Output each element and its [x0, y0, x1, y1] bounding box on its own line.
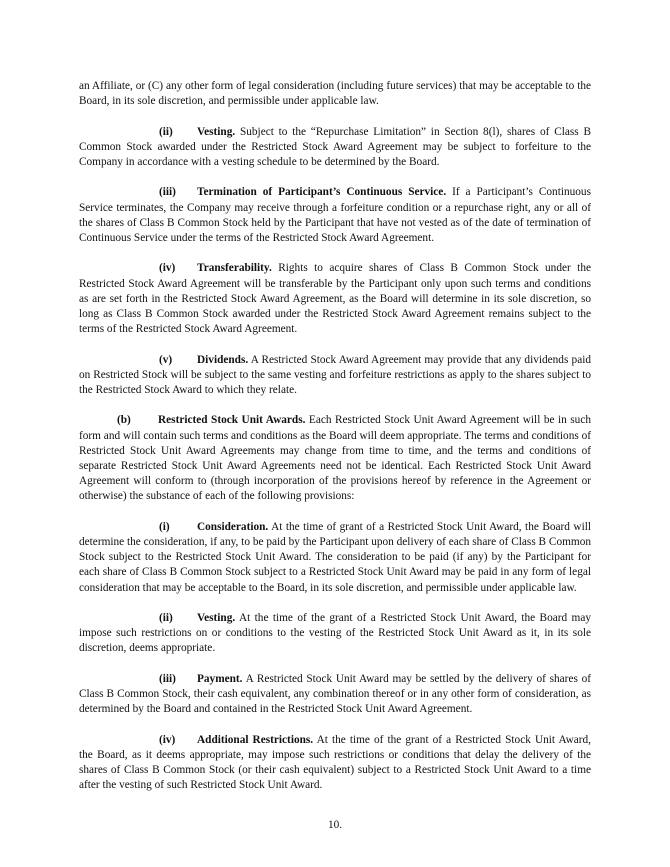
paragraph-body: an Affiliate, or (C) any other form of legal consideration (including future services) that may be acceptable to the Board, in its sole discretion, and permissible under applicable law.: [79, 80, 591, 108]
paragraph-number: (iii): [159, 672, 176, 685]
paragraph-body: At the time of grant of a Restricted Stock Unit Award, the Board will determine the consideration, if any, to be paid by the Participant upon delivery of each share of Class B Common Stock subject to the Restricted Stock Unit Award. The consideration to be paid (if any) by the Participant for each share of Class B Common Stock subject to a Restricted Stock Unit Award may be paid in any form of legal consideration that may be acceptable to the Board, in its sole discretion, and permissible under applicable law.: [79, 520, 591, 594]
paragraph-vesting: [79, 125, 591, 171]
paragraph-heading: Vesting.: [197, 125, 236, 138]
paragraph-heading: Vesting.: [197, 612, 236, 624]
paragraph-payment: [79, 672, 591, 718]
paragraph-dividends: [79, 353, 591, 399]
paragraph-number: (v): [159, 353, 173, 366]
paragraph-number: (i): [159, 520, 170, 533]
paragraph-heading: Payment.: [197, 672, 243, 685]
paragraph-heading: Transferability.: [197, 262, 272, 275]
paragraph-body: At the time of the grant of a Restricted Stock Unit Award, the Board may impose such restrictions on or conditions to the vesting of the Restricted Stock Unit Award as it, in its sole discretion, deems appropriate.: [79, 612, 591, 655]
paragraph-number: (ii): [159, 125, 173, 138]
paragraph-body: A Restricted Stock Award Agreement may provide that any dividends paid on Restricted Stock will be subject to the same vesting and forfeiture restrictions as apply to the shares subject to the Restricted Stock Award to which they relate.: [79, 353, 591, 396]
paragraph-number: (iii): [159, 186, 176, 199]
paragraph-consideration: [79, 520, 591, 596]
paragraph-termination: [79, 185, 591, 246]
paragraph-body: A Restricted Stock Unit Award may be settled by the delivery of shares of Class B Common Stock, their cash equivalent, any combination thereof or in any other form of consideration, as determined by the Board and contained in the Restricted Stock Unit Award Agreement.: [79, 672, 591, 716]
paragraph-body: Subject to the “Repurchase Limitation” in Section 8(l), shares of Class B Common Stock awarded under the Restricted Stock Award Agreement may be subject to forfeiture to the Company in accordance with a vesting schedule to be determined by the Board.: [79, 125, 591, 168]
paragraph-transferability: [79, 261, 591, 337]
paragraph-body: Each Restricted Stock Unit Award Agreement will be in such form and will contain such terms and conditions as the Board will deem appropriate. The terms and conditions of Restricted Stock Unit Award Agreements may change from time to time, and the terms and conditions of separate Restricted Stock Unit Award Agreements need not be identical. Each Restricted Stock Unit Award Agreement will conform to (through incorporation of the provisions hereof by reference in the Agreement or otherwise) the substance of each of the following provisions:: [79, 414, 591, 503]
paragraph-number: (iv): [159, 262, 176, 275]
paragraph-heading: Additional Restrictions.: [197, 733, 314, 746]
paragraph-number: (iv): [159, 733, 176, 746]
paragraph-body: At the time of the grant of a Restricted Stock Unit Award, the Board, as it deems appropriate, may impose such restrictions or conditions that delay the delivery of the shares of Class B Common Stock (or their cash equivalent) subject to a Restricted Stock Unit Award to a time after the vesting of such Restricted Stock Unit Award.: [79, 733, 592, 792]
paragraph-number: (ii): [159, 612, 173, 624]
paragraph-heading: Termination of Participant’s Continuous Service.: [197, 186, 447, 199]
paragraph-heading: Restricted Stock Unit Awards.: [158, 414, 306, 427]
paragraph-number: (b): [117, 414, 131, 427]
paragraph-body: Rights to acquire shares of Class B Common Stock under the Restricted Stock Award Agreement will be transferable by the Participant only upon such terms and conditions as are set forth in the Restricted Stock Award Agreement, as the Board will determine in its sole discretion, so long as Class B Common Stock awarded under the Restricted Stock Award Agreement remains subject to the terms of the Restricted Stock Award Agreement.: [79, 262, 591, 336]
paragraph-heading: Dividends.: [197, 353, 249, 366]
paragraph-heading: Consideration.: [197, 520, 269, 533]
paragraph-body: If a Participant’s Continuous Service terminates, the Company may receive through a forfeiture condition or a repurchase right, any or all of the shares of Class B Common Stock held by the Participant that have not vested as of the date of termination of Continuous Service under the terms of the Restricted Stock Award Agreement.: [79, 186, 591, 244]
paragraph-continuation: [79, 79, 591, 109]
page-number: 10.: [327, 819, 343, 831]
document-page: [79, 79, 591, 793]
paragraph-rsu-vesting: [79, 611, 591, 657]
paragraph-restricted-stock-unit-awards: [79, 413, 591, 504]
paragraph-additional-restrictions: [79, 733, 591, 794]
